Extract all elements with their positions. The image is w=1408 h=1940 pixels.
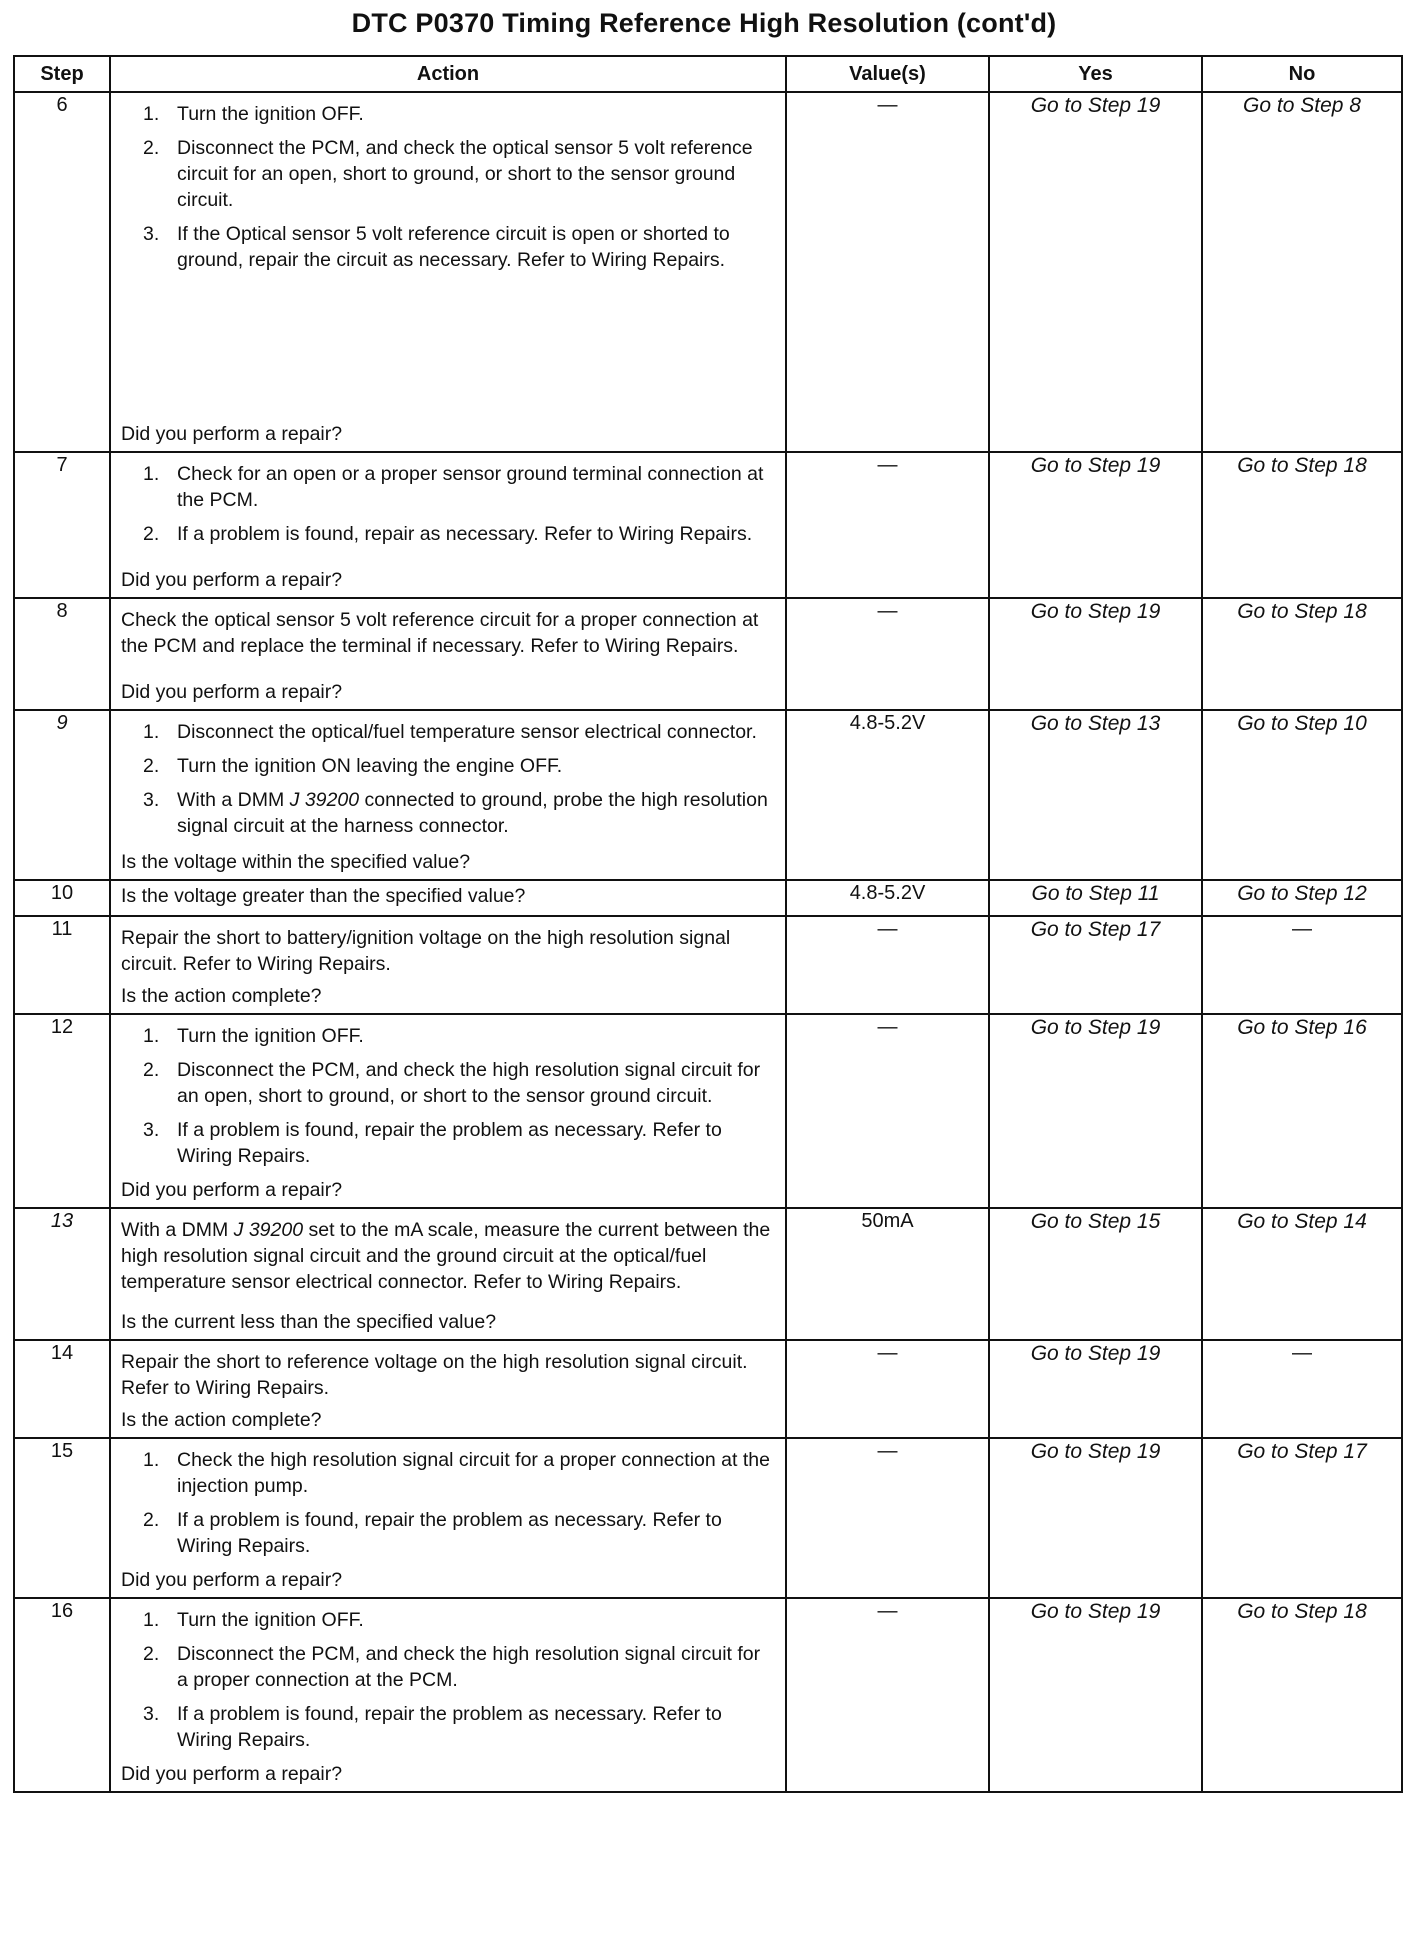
action-item-text: Disconnect the PCM, and check the optical sensor 5 volt reference circuit for an open, short to ground, or short to the sensor ground circuit.	[177, 137, 753, 211]
action-item-text: If a problem is found, repair the problem as necessary. Refer to Wiring Repairs.	[177, 1119, 722, 1167]
step-no: Go to Step 14	[1202, 1208, 1402, 1340]
step-number: 9	[14, 710, 110, 880]
header-yes: Yes	[989, 56, 1202, 92]
table-row	[14, 880, 1402, 916]
step-yes: Go to Step 19	[989, 1340, 1202, 1438]
step-number: 14	[14, 1340, 110, 1438]
action-item-text: If a problem is found, repair the problem as necessary. Refer to Wiring Repairs.	[177, 1509, 722, 1557]
action-item-text: If a problem is found, repair the problem as necessary. Refer to Wiring Repairs.	[177, 1703, 722, 1751]
step-action	[110, 916, 786, 1014]
header-value: Value(s)	[786, 56, 989, 92]
step-no: Go to Step 18	[1202, 452, 1402, 598]
table-body	[14, 92, 1402, 1792]
table-row	[14, 598, 1402, 710]
table-row	[14, 1438, 1402, 1598]
table-row	[14, 452, 1402, 598]
step-yes: Go to Step 19	[989, 598, 1202, 710]
step-action	[110, 1598, 786, 1792]
action-item: 1. Check the high resolution signal circuit for a proper connection at the injection pump.	[143, 1449, 770, 1497]
action-item-text: Check for an open or a proper sensor ground terminal connection at the PCM.	[177, 463, 764, 511]
step-number: 7	[14, 452, 110, 598]
table-row	[14, 1340, 1402, 1438]
step-yes: Go to Step 19	[989, 92, 1202, 452]
action-question: Is the action complete?	[121, 985, 322, 1007]
step-value: 4.8-5.2V	[786, 710, 989, 880]
action-item-text: With a DMM J 39200 connected to ground, probe the high resolution signal circuit at the harness connector.	[177, 789, 768, 837]
action-question: Is the action complete?	[121, 1409, 322, 1431]
step-no: Go to Step 8	[1202, 92, 1402, 452]
header-step: Step	[14, 56, 110, 92]
step-value: —	[786, 1014, 989, 1208]
action-item: 2. If a problem is found, repair as necessary. Refer to Wiring Repairs.	[143, 523, 753, 545]
action-item: 3. If a problem is found, repair the problem as necessary. Refer to Wiring Repairs.	[143, 1703, 722, 1751]
action-item-text: Turn the ignition OFF.	[177, 1025, 364, 1047]
action-question: Is the current less than the specified value?	[121, 1311, 497, 1333]
step-no: Go to Step 12	[1202, 880, 1402, 916]
step-number: 6	[14, 92, 110, 452]
step-yes: Go to Step 19	[989, 1014, 1202, 1208]
action-item: 3. With a DMM J 39200 connected to ground, probe the high resolution signal circuit at the harness connector.	[143, 789, 768, 837]
action-item: 3. If the Optical sensor 5 volt reference circuit is open or shorted to ground, repair the circuit as necessary. Refer to Wiring Repairs.	[143, 223, 730, 271]
action-question: Did you perform a repair?	[121, 1569, 343, 1591]
step-value: —	[786, 1340, 989, 1438]
step-action	[110, 1438, 786, 1598]
step-action	[110, 1014, 786, 1208]
table-row	[14, 1208, 1402, 1340]
action-item-text: Turn the ignition OFF.	[177, 1609, 364, 1631]
step-action	[110, 452, 786, 598]
step-value: —	[786, 598, 989, 710]
step-action	[110, 1208, 786, 1340]
action-text: Repair the short to reference voltage on the high resolution signal circuit. Refer to Wiring Repairs.	[121, 1351, 748, 1399]
action-item: 3. If a problem is found, repair the problem as necessary. Refer to Wiring Repairs.	[143, 1119, 722, 1167]
action-item-text: Disconnect the PCM, and check the high resolution signal circuit for an open, short to ground, or short to the sensor ground circuit.	[177, 1059, 761, 1107]
action-item: 2. Disconnect the PCM, and check the optical sensor 5 volt reference circuit for an open, short to ground, or short to the sensor ground circuit.	[143, 137, 753, 211]
action-item: 2. Disconnect the PCM, and check the high resolution signal circuit for a proper connection at the PCM.	[143, 1643, 761, 1691]
action-question: Did you perform a repair?	[121, 569, 343, 591]
diagnostic-steps-table	[13, 55, 1403, 1793]
action-item-text: Disconnect the optical/fuel temperature sensor electrical connector.	[177, 721, 757, 743]
step-number: 12	[14, 1014, 110, 1208]
step-yes: Go to Step 17	[989, 916, 1202, 1014]
step-value: —	[786, 92, 989, 452]
action-item: 1. Turn the ignition OFF.	[143, 1609, 364, 1631]
step-yes: Go to Step 15	[989, 1208, 1202, 1340]
step-yes: Go to Step 19	[989, 452, 1202, 598]
action-text: With a DMM J 39200 set to the mA scale, measure the current between the high resolution signal circuit and the ground circuit at the optical/fuel temperature sensor electrical connector. Refer to Wiring Repairs.	[121, 1219, 771, 1293]
action-text: Repair the short to battery/ignition voltage on the high resolution signal circuit. Refer to Wiring Repairs.	[121, 927, 731, 975]
step-yes: Go to Step 13	[989, 710, 1202, 880]
action-item: 2. Turn the ignition ON leaving the engine OFF.	[143, 755, 563, 777]
step-no: —	[1202, 1340, 1402, 1438]
step-no: —	[1202, 916, 1402, 1014]
action-item-text: Turn the ignition OFF.	[177, 103, 364, 125]
step-number: 8	[14, 598, 110, 710]
header-row	[14, 56, 1402, 92]
step-action	[110, 598, 786, 710]
step-number: 16	[14, 1598, 110, 1792]
action-item: 1. Turn the ignition OFF.	[143, 1025, 364, 1047]
step-no: Go to Step 17	[1202, 1438, 1402, 1598]
step-value: —	[786, 1438, 989, 1598]
step-action	[110, 880, 786, 916]
step-action	[110, 92, 786, 452]
step-value: —	[786, 452, 989, 598]
step-no: Go to Step 18	[1202, 1598, 1402, 1792]
step-action	[110, 1340, 786, 1438]
table-row	[14, 1014, 1402, 1208]
action-question: Did you perform a repair?	[121, 423, 343, 445]
step-number: 15	[14, 1438, 110, 1598]
step-value: —	[786, 916, 989, 1014]
action-item-text: If a problem is found, repair as necessary. Refer to Wiring Repairs.	[177, 523, 753, 545]
table-row	[14, 1598, 1402, 1792]
step-yes: Go to Step 19	[989, 1598, 1202, 1792]
action-question: Did you perform a repair?	[121, 681, 343, 703]
action-item: 1. Disconnect the optical/fuel temperature sensor electrical connector.	[143, 721, 757, 743]
step-action	[110, 710, 786, 880]
action-item-text: Disconnect the PCM, and check the high resolution signal circuit for a proper connection at the PCM.	[177, 1643, 761, 1691]
header-no: No	[1202, 56, 1402, 92]
step-number: 11	[14, 916, 110, 1014]
header-action: Action	[110, 56, 786, 92]
action-item-text: Turn the ignition ON leaving the engine OFF.	[177, 755, 563, 777]
action-question: Is the voltage within the specified value?	[121, 851, 471, 873]
step-number: 13	[14, 1208, 110, 1340]
step-value: 50mA	[786, 1208, 989, 1340]
action-item: 1. Check for an open or a proper sensor ground terminal connection at the PCM.	[143, 463, 764, 511]
action-item: 2. Disconnect the PCM, and check the high resolution signal circuit for an open, short to ground, or short to the sensor ground circuit.	[143, 1059, 761, 1107]
action-item-text: If the Optical sensor 5 volt reference circuit is open or shorted to ground, repair the circuit as necessary. Refer to Wiring Repairs.	[177, 223, 730, 271]
step-no: Go to Step 10	[1202, 710, 1402, 880]
step-yes: Go to Step 11	[989, 880, 1202, 916]
step-no: Go to Step 16	[1202, 1014, 1402, 1208]
action-question: Did you perform a repair?	[121, 1763, 343, 1785]
step-number: 10	[14, 880, 110, 916]
action-text: Check the optical sensor 5 volt reference circuit for a proper connection at the PCM and replace the terminal if necessary. Refer to Wiring Repairs.	[121, 609, 759, 657]
table-row	[14, 916, 1402, 1014]
action-item: 1. Turn the ignition OFF.	[143, 103, 364, 125]
table-row	[14, 710, 1402, 880]
page-title: DTC P0370 Timing Reference High Resolution (cont'd)	[351, 8, 1057, 38]
action-question: Is the voltage greater than the specified value?	[121, 885, 526, 907]
action-item: 2. If a problem is found, repair the problem as necessary. Refer to Wiring Repairs.	[143, 1509, 722, 1557]
step-value: 4.8-5.2V	[786, 880, 989, 916]
step-no: Go to Step 18	[1202, 598, 1402, 710]
action-item-text: Check the high resolution signal circuit for a proper connection at the injection pump.	[177, 1449, 770, 1497]
step-value: —	[786, 1598, 989, 1792]
table-row	[14, 92, 1402, 452]
step-yes: Go to Step 19	[989, 1438, 1202, 1598]
action-question: Did you perform a repair?	[121, 1179, 343, 1201]
